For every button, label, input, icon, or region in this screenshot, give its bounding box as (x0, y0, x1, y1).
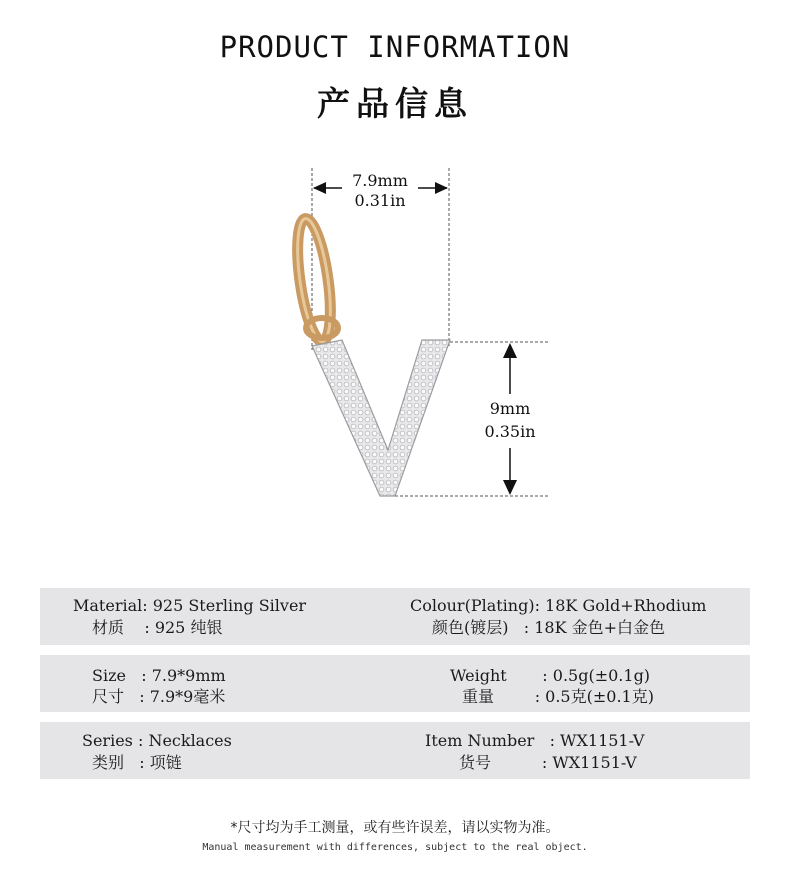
material-label-en: Material: 925 Sterling Silver (73, 596, 307, 615)
height-arrowhead-bottom (503, 480, 517, 495)
weight-label-en: Weight : 0.5g(±0.1g) (450, 666, 651, 685)
v-pendant (312, 340, 450, 496)
height-mm-label: 9mm (489, 399, 531, 418)
spec-row-size (40, 655, 750, 712)
series-label-cn: 类别 : 项链 (92, 753, 182, 772)
pendant-bail (292, 217, 338, 344)
page-title-cn: 产品信息 (317, 84, 473, 123)
width-mm-label: 7.9mm (352, 171, 408, 190)
item-number-label-cn: 货号 : WX1151-V (459, 753, 637, 772)
weight-label-cn: 重量 : 0.5克(±0.1克) (462, 687, 654, 706)
width-arrowhead-right (435, 182, 448, 194)
width-arrowhead-left (313, 182, 326, 194)
size-label-en: Size : 7.9*9mm (92, 666, 226, 685)
spec-row-series (40, 722, 750, 779)
colour-label-cn: 颜色(镀层) : 18K 金色+白金色 (432, 618, 666, 637)
colour-label-en: Colour(Plating): 18K Gold+Rhodium (410, 596, 707, 615)
page-title-en: PRODUCT INFORMATION (219, 30, 571, 64)
product-diagram (0, 150, 790, 520)
width-in-label: 0.31in (354, 191, 406, 210)
material-label-cn: 材质 : 925 纯银 (92, 618, 223, 637)
height-arrowhead-top (503, 343, 517, 358)
spec-row-material (40, 588, 750, 645)
size-label-cn: 尺寸 : 7.9*9毫米 (92, 687, 226, 706)
series-label-en: Series : Necklaces (82, 731, 232, 750)
footer-note-cn: *尺寸均为手工测量，或有些许误差，请以实物为准。 (230, 820, 560, 836)
item-number-label-en: Item Number : WX1151-V (425, 731, 645, 750)
footer-note-en: Manual measurement with differences, subject to the real object. (202, 842, 588, 853)
height-in-label: 0.35in (484, 422, 536, 441)
